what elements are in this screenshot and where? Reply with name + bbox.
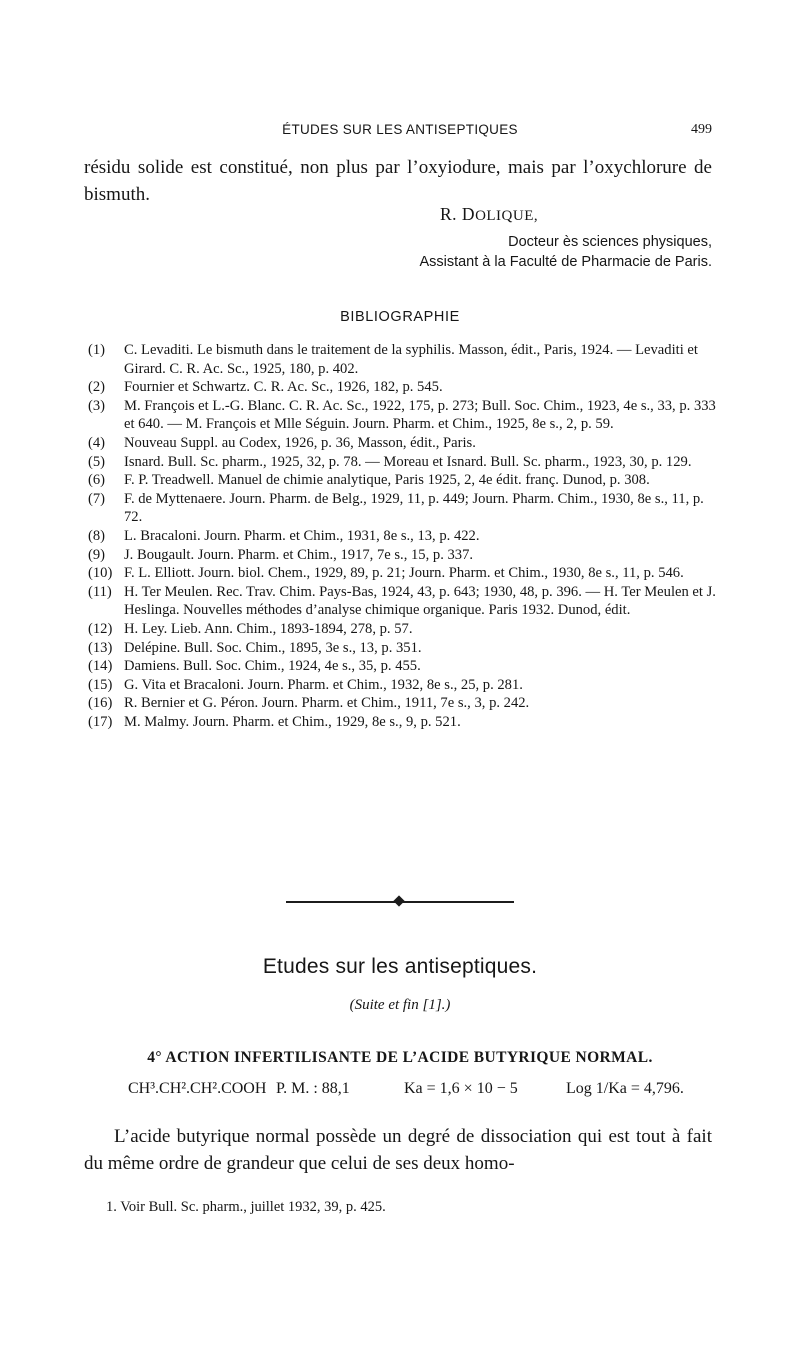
- reference-item: [88, 378, 716, 397]
- reference-item: [88, 527, 716, 546]
- reference-text: F. L. Elliott. Journ. biol. Chem., 1929, 89, p. 21; Journ. Pharm. et Chim., 1930, 8e s., 11, p. 546.: [124, 565, 684, 582]
- reference-text: J. Bougault. Journ. Pharm. et Chim., 1917, 7e s., 15, p. 337.: [124, 546, 474, 563]
- bibliography-list: [88, 341, 716, 731]
- section-divider: [286, 896, 514, 908]
- reference-number: (15): [88, 676, 113, 693]
- author-initial: R. D: [440, 204, 476, 224]
- reference-text: R. Bernier et G. Péron. Journ. Pharm. et Chim., 1911, 7e s., 3, p. 242.: [124, 695, 530, 712]
- reference-item: [88, 434, 716, 453]
- log-value: Log 1/Ka = 4,796.: [566, 1080, 684, 1097]
- reference-text: C. Levaditi. Le bismuth dans le traitement de la syphilis. Masson, édit., Paris, 1924. — Levaditi et Girard. C. R. Ac. Sc., 1925, 180, p. 402.: [124, 342, 698, 377]
- reference-item: [88, 676, 716, 695]
- reference-item: [88, 713, 716, 732]
- running-title: ÉTUDES SUR LES ANTISEPTIQUES: [282, 122, 518, 137]
- reference-text: Isnard. Bull. Sc. pharm., 1925, 32, p. 78. — Moreau et Isnard. Bull. Sc. pharm., 1923, 30, p. 129.: [124, 453, 692, 470]
- author-affiliation: [300, 232, 712, 272]
- reference-text: M. François et L.-G. Blanc. C. R. Ac. Sc., 1922, 175, p. 273; Bull. Soc. Chim., 1923, 4e s., 33, p. 333 et 640. — M. François et Mlle Séguin. Journ. Pharm. et Chim., 1925, 8e s., 2, p. 59.: [124, 397, 716, 433]
- chemical-formula: CH³.CH².CH².COOH: [128, 1080, 267, 1097]
- reference-text: Nouveau Suppl. au Codex, 1926, p. 36, Masson, édit., Paris.: [124, 434, 476, 451]
- reference-number: (17): [88, 713, 113, 730]
- author-signature: [440, 204, 538, 225]
- article-paragraph: L’acide butyrique normal possède un degré de dissociation qui est tout à fait du même ordre de grandeur que celui de ses deux homo-: [84, 1126, 712, 1174]
- reference-number: (13): [88, 639, 113, 656]
- reference-number: (11): [88, 583, 112, 600]
- reference-number: (8): [88, 527, 106, 544]
- continued-paragraph: résidu solide est constitué, non plus par l’oxyiodure, mais par l’oxychlorure de bismuth.: [84, 157, 712, 205]
- reference-item: [88, 583, 716, 620]
- reference-number: (4): [88, 434, 106, 451]
- reference-item: [88, 546, 716, 565]
- reference-text: Damiens. Bull. Soc. Chim., 1924, 4e s., 35, p. 455.: [124, 658, 421, 675]
- page-number: 499: [691, 122, 712, 137]
- reference-number: (3): [88, 397, 106, 414]
- reference-number: (12): [88, 620, 113, 637]
- reference-number: (14): [88, 658, 113, 675]
- reference-number: (9): [88, 546, 106, 563]
- reference-text: F. de Myttenaere. Journ. Pharm. de Belg., 1929, 11, p. 449; Journ. Pharm. Chim., 1930, 8e s., 11, p. 72.: [124, 490, 704, 526]
- reference-number: (1): [88, 342, 106, 358]
- reference-item: [88, 397, 716, 434]
- affiliation-line-1: Docteur ès sciences physiques,: [508, 234, 712, 250]
- reference-text: Fournier et Schwartz. C. R. Ac. Sc., 1926, 182, p. 545.: [124, 379, 443, 396]
- reference-text: G. Vita et Bracaloni. Journ. Pharm. et Chim., 1932, 8e s., 25, p. 281.: [124, 676, 523, 693]
- article-title: Etudes sur les antiseptiques.: [262, 955, 538, 978]
- affiliation-line-2: Assistant à la Faculté de Pharmacie de Paris.: [419, 254, 712, 270]
- reference-text: H. Ter Meulen. Rec. Trav. Chim. Pays-Bas, 1924, 43, p. 643; 1930, 48, p. 396. — H. Ter Meulen et J. Heslinga. Nouvelles méthodes d’analyse chimique organique. Paris 1932. Dunod, édit.: [124, 583, 716, 619]
- reference-item: [88, 471, 716, 490]
- reference-item: [88, 694, 716, 713]
- reference-text: M. Malmy. Journ. Pharm. et Chim., 1929, 8e s., 9, p. 521.: [124, 713, 461, 730]
- reference-item: [88, 341, 716, 378]
- reference-item: [88, 490, 716, 527]
- reference-text: L. Bracaloni. Journ. Pharm. et Chim., 1931, 8e s., 13, p. 422.: [124, 527, 480, 544]
- reference-item: [88, 453, 716, 472]
- molar-mass: P. M. : 88,1: [276, 1080, 350, 1097]
- section-heading: 4° ACTION INFERTILISANTE DE L’ACIDE BUTYRIQUE NORMAL.: [147, 1049, 653, 1066]
- reference-text: F. P. Treadwell. Manuel de chimie analytique, Paris 1925, 2, 4e édit. franç. Dunod, p. 308.: [124, 472, 650, 489]
- diamond-ornament-icon: [393, 895, 404, 906]
- reference-number: (16): [88, 695, 113, 712]
- reference-item: [88, 639, 716, 658]
- footnote: 1. Voir Bull. Sc. pharm., juillet 1932, 39, p. 425.: [106, 1199, 386, 1215]
- running-head: [0, 122, 800, 142]
- reference-text: H. Ley. Lieb. Ann. Chim., 1893-1894, 278, p. 57.: [124, 620, 413, 637]
- reference-number: (10): [88, 565, 113, 582]
- reference-number: (2): [88, 379, 106, 396]
- reference-text: Delépine. Bull. Soc. Chim., 1895, 3e s., 13, p. 351.: [124, 639, 422, 656]
- article-subtitle: (Suite et fin [1].): [349, 997, 451, 1013]
- reference-item: [88, 564, 716, 583]
- reference-item: [88, 657, 716, 676]
- author-surname: OLIQUE,: [475, 208, 539, 224]
- dissociation-constant: Ka = 1,6 × 10 − 5: [404, 1080, 518, 1097]
- reference-number: (6): [88, 472, 106, 489]
- reference-item: [88, 620, 716, 639]
- reference-number: (7): [88, 490, 106, 507]
- reference-number: (5): [88, 453, 106, 470]
- bibliography-heading: BIBLIOGRAPHIE: [340, 309, 460, 325]
